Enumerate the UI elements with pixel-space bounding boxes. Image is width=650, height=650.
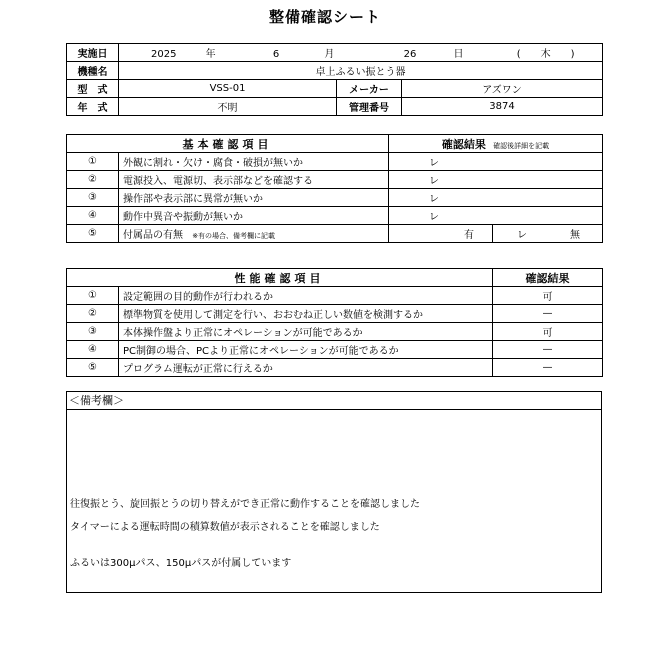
- item-number: ③: [67, 189, 119, 207]
- remarks-title: ＜備考欄＞: [67, 392, 601, 410]
- table-row: [67, 287, 603, 305]
- item-result: 可: [493, 323, 603, 341]
- item-number: ②: [67, 305, 119, 323]
- remarks-line: ふるいは300μパス、150μパスが付属しています: [70, 558, 292, 569]
- item-text: 本体操作盤より正常にオペレーションが可能であるか: [119, 323, 493, 341]
- item-number: ④: [67, 341, 119, 359]
- item-number: ⑤: [67, 225, 119, 243]
- year-unit: 年: [205, 49, 216, 60]
- table-row: [67, 341, 603, 359]
- item-text: 標準物質を使用して測定を行い、おおむね正しい数値を検測するか: [119, 305, 493, 323]
- item-result: レ: [389, 207, 603, 225]
- accessory-note: ※有の場合、備考欄に記載: [192, 232, 276, 240]
- item-text: PC制御の場合、PCより正常にオペレーションが可能であるか: [119, 341, 493, 359]
- maker-label: メーカー: [337, 80, 402, 98]
- month-unit: 月: [324, 49, 335, 60]
- basic-check-table: [66, 134, 603, 243]
- model-name-value: 卓上ふるい振とう器: [119, 62, 603, 80]
- item-number: ②: [67, 171, 119, 189]
- basic-result-title: 確認結果: [441, 137, 486, 151]
- weekday-value: ( 木 ): [516, 49, 575, 60]
- item-result: —: [493, 305, 603, 323]
- management-number-label: 管理番号: [337, 98, 402, 116]
- year-type-label: 年 式: [67, 98, 119, 116]
- table-row: [67, 189, 603, 207]
- table-row: [67, 153, 603, 171]
- item-result: —: [493, 359, 603, 377]
- page-title: 整備確認シート: [268, 8, 381, 26]
- maker-value: アズワン: [402, 80, 603, 98]
- item-result: レ: [389, 189, 603, 207]
- item-number: ①: [67, 287, 119, 305]
- item-number: ⑤: [67, 359, 119, 377]
- date-value: [119, 44, 603, 62]
- item-number: ③: [67, 323, 119, 341]
- basic-result-header: [389, 135, 603, 153]
- item-text: 動作中異音や振動が無いか: [119, 207, 389, 225]
- year-type-value: 不明: [119, 98, 337, 116]
- item-result: レ: [389, 171, 603, 189]
- type-label: 型 式: [67, 80, 119, 98]
- performance-result-header: 確認結果: [493, 269, 603, 287]
- item-text: 電源投入、電源切、表示部などを確認する: [119, 171, 389, 189]
- accessory-check: レ: [517, 230, 527, 241]
- item-text: 外観に割れ・欠け・腐食・破損が無いか: [119, 153, 389, 171]
- remarks-line: 往復振とう、旋回振とうの切り替えができ正常に動作することを確認しました: [70, 499, 420, 510]
- table-row: [67, 305, 603, 323]
- item-text: 設定範囲の目的動作が行われるか: [119, 287, 493, 305]
- table-row: [67, 323, 603, 341]
- table-row: [67, 171, 603, 189]
- table-row: [67, 225, 603, 243]
- item-number: ④: [67, 207, 119, 225]
- model-name-label: 機種名: [67, 62, 119, 80]
- remarks-line: タイマーによる運転時間の積算数値が表示されることを確認しました: [70, 522, 380, 533]
- item-number: ①: [67, 153, 119, 171]
- table-row: [67, 207, 603, 225]
- basic-check-header: 基本確認項目: [67, 135, 389, 153]
- item-text: 操作部や表示部に異常が無いか: [119, 189, 389, 207]
- month-value: 6: [272, 49, 280, 60]
- performance-check-header: 性能確認項目: [67, 269, 493, 287]
- management-number-value: 3874: [402, 98, 603, 116]
- item-result: レ: [389, 153, 603, 171]
- accessory-label: 付属品の有無: [123, 230, 183, 241]
- item-result: 可: [493, 287, 603, 305]
- item-text: プログラム運転が正常に行えるか: [119, 359, 493, 377]
- accessory-check-cell: [493, 225, 603, 243]
- day-unit: 日: [453, 49, 464, 60]
- info-table: [66, 43, 603, 116]
- item-result: —: [493, 341, 603, 359]
- performance-check-table: [66, 268, 603, 377]
- accessory-no: 無: [570, 230, 580, 241]
- type-value: VSS-01: [119, 80, 337, 98]
- date-label: 実施日: [67, 44, 119, 62]
- table-row: [67, 359, 603, 377]
- accessory-yes: 有: [389, 225, 493, 243]
- item-text: [119, 225, 389, 243]
- year-value: 2025: [151, 49, 177, 60]
- remarks-box: [66, 391, 602, 593]
- basic-result-note: 確認後詳細を記載: [493, 141, 550, 150]
- day-value: 26: [403, 49, 417, 60]
